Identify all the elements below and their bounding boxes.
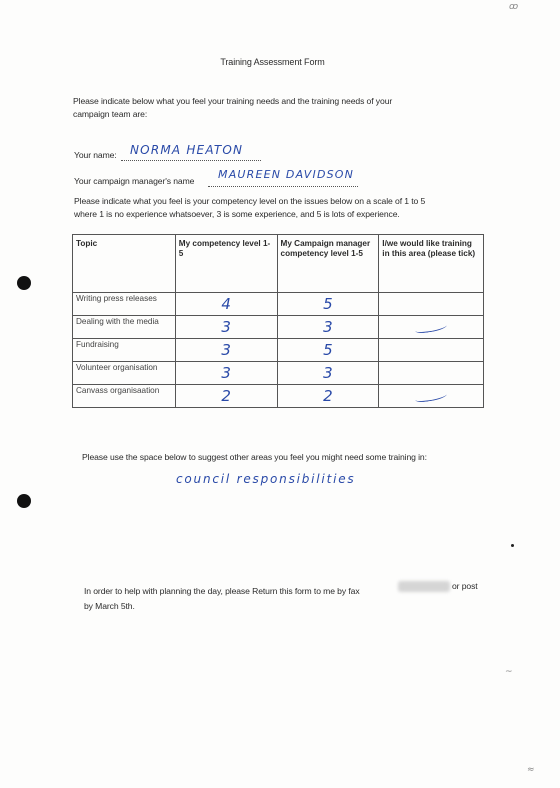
- form-title: Training Assessment Form: [220, 57, 325, 67]
- training-tick-cell[interactable]: [379, 362, 484, 385]
- table-row: [73, 293, 484, 316]
- header-my-competency: My competency level 1-5: [175, 235, 277, 293]
- header-topic: Topic: [73, 235, 176, 293]
- topic-cell: Canvass organisaation: [73, 385, 176, 408]
- my-level-cell[interactable]: 3: [175, 362, 277, 385]
- manager-name-value[interactable]: MAUREEN DAVIDSON: [218, 168, 355, 181]
- training-tick-cell[interactable]: [379, 385, 484, 408]
- scale-instruction-line1: Please indicate what you feel is your competency level on the issues below on a scale of 1 to 5: [74, 196, 426, 206]
- training-tick-cell[interactable]: [379, 293, 484, 316]
- table-row: [73, 316, 484, 339]
- footer-line1-end: or post: [452, 581, 478, 591]
- scale-instruction-line2: where 1 is no experience whatsoever, 3 is some experience, and 5 is lots of experience.: [74, 209, 400, 219]
- footer-line2: by March 5th.: [84, 601, 135, 611]
- topic-cell: Fundraising: [73, 339, 176, 362]
- margin-scribble: ~: [505, 667, 513, 677]
- table-row: [73, 385, 484, 408]
- header-manager-competency: My Campaign manager competency level 1-5: [277, 235, 379, 293]
- my-level-cell[interactable]: 3: [175, 339, 277, 362]
- manager-level-cell[interactable]: 3: [277, 316, 379, 339]
- topic-cell: Writing press releases: [73, 293, 176, 316]
- manager-level-cell[interactable]: 5: [277, 293, 379, 316]
- footer-line1-start: In order to help with planning the day, please Return this form to me by fax: [84, 586, 360, 596]
- header-training-tick: I/we would like training in this area (please tick): [379, 235, 484, 293]
- training-tick-cell[interactable]: [379, 339, 484, 362]
- intro-text-line1: Please indicate below what you feel your training needs and the training needs of your: [73, 96, 393, 106]
- manager-level-cell[interactable]: 3: [277, 362, 379, 385]
- manager-name-line: [208, 186, 358, 187]
- corner-scribble-top: ꝏ: [509, 2, 519, 12]
- your-name-label: Your name:: [74, 150, 117, 160]
- tick-mark-icon: [415, 322, 448, 334]
- manager-level-cell[interactable]: 2: [277, 385, 379, 408]
- my-level-cell[interactable]: 2: [175, 385, 277, 408]
- my-level-cell[interactable]: 3: [175, 316, 277, 339]
- my-level-cell[interactable]: 4: [175, 293, 277, 316]
- table-header-row: [73, 235, 484, 293]
- tick-mark-icon: [415, 391, 448, 403]
- redacted-fax-number: [398, 581, 450, 592]
- training-tick-cell[interactable]: [379, 316, 484, 339]
- punch-hole-top: [17, 276, 31, 290]
- manager-name-label: Your campaign manager's name: [74, 176, 195, 186]
- page-speck: [511, 544, 514, 547]
- suggestion-answer[interactable]: council responsibilities: [176, 472, 356, 486]
- punch-hole-bottom: [17, 494, 31, 508]
- table-row: [73, 339, 484, 362]
- intro-text-line2: campaign team are:: [73, 109, 148, 119]
- table-row: [73, 362, 484, 385]
- manager-level-cell[interactable]: 5: [277, 339, 379, 362]
- topic-cell: Dealing with the media: [73, 316, 176, 339]
- your-name-line: [121, 160, 261, 161]
- corner-scribble-bottom: ≈: [527, 765, 535, 775]
- suggestion-prompt: Please use the space below to suggest other areas you feel you might need some training in:: [82, 452, 427, 462]
- competency-table: [72, 234, 484, 408]
- topic-cell: Volunteer organisation: [73, 362, 176, 385]
- your-name-value[interactable]: NORMA HEATON: [130, 143, 244, 157]
